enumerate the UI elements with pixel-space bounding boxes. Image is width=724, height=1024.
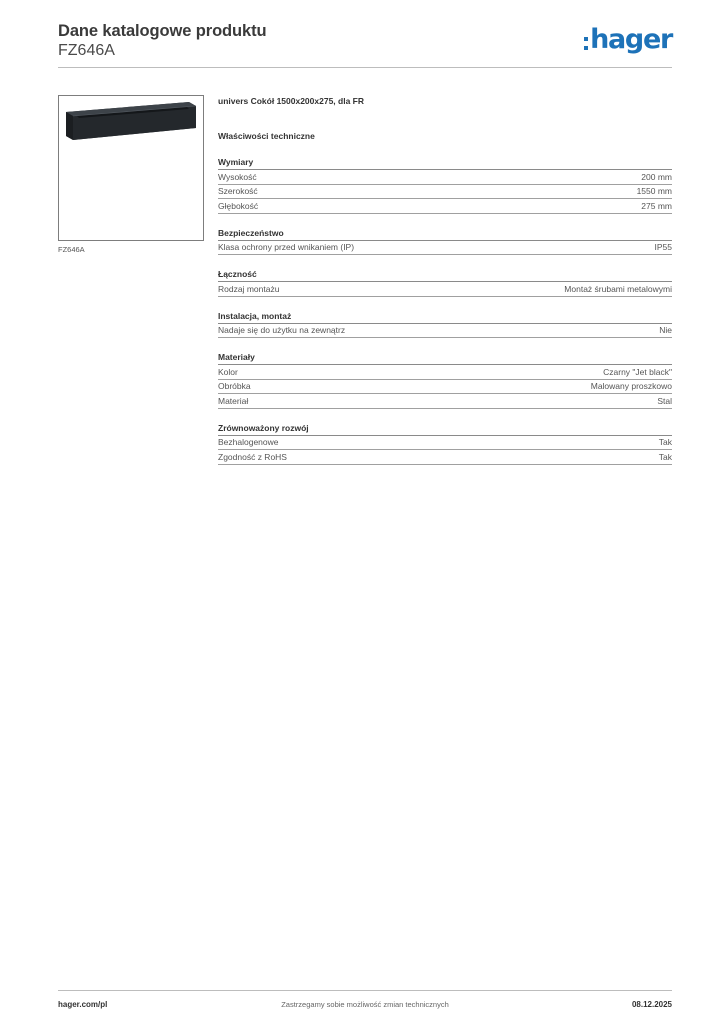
property-label: Obróbka bbox=[218, 381, 251, 392]
property-group bbox=[218, 351, 672, 409]
property-group bbox=[218, 422, 672, 465]
page-footer bbox=[58, 990, 672, 1018]
property-row bbox=[218, 185, 672, 200]
property-label: Kolor bbox=[218, 366, 238, 377]
property-groups bbox=[218, 156, 672, 465]
tech-properties-heading: Właściwości techniczne bbox=[218, 131, 315, 141]
property-row bbox=[218, 324, 672, 339]
property-value: Stal bbox=[657, 395, 672, 406]
image-caption: FZ646A bbox=[58, 245, 85, 254]
property-label: Szerokość bbox=[218, 186, 258, 197]
property-label: Klasa ochrony przed wnikaniem (IP) bbox=[218, 242, 355, 253]
property-label: Nadaje się do użytku na zewnątrz bbox=[218, 325, 346, 336]
group-title: Zrównoważony rozwój bbox=[218, 422, 672, 436]
product-name: univers Cokół 1500x200x275, dla FR bbox=[218, 96, 364, 106]
property-value: Malowany proszkowo bbox=[590, 381, 672, 392]
property-value: Tak bbox=[658, 437, 672, 448]
product-plinth-image bbox=[59, 96, 203, 240]
property-group bbox=[218, 310, 672, 339]
property-label: Rodzaj montażu bbox=[218, 283, 280, 294]
property-value: Czarny "Jet black" bbox=[603, 366, 672, 377]
property-group bbox=[218, 268, 672, 297]
logo-text: hager bbox=[590, 24, 672, 55]
property-value: Montaż śrubami metalowymi bbox=[564, 283, 672, 294]
footer-website: hager.com/pl bbox=[58, 1000, 108, 1009]
product-code: FZ646A bbox=[58, 42, 115, 59]
document-title: Dane katalogowe produktu bbox=[58, 22, 267, 40]
group-title: Łączność bbox=[218, 268, 672, 282]
property-value: 275 mm bbox=[641, 200, 672, 211]
property-value: IP55 bbox=[654, 242, 672, 253]
group-title: Materiały bbox=[218, 351, 672, 365]
property-value: 1550 mm bbox=[636, 186, 672, 197]
property-row bbox=[218, 199, 672, 214]
property-label: Głębokość bbox=[218, 200, 259, 211]
property-label: Bezhalogenowe bbox=[218, 437, 279, 448]
group-title: Instalacja, montaż bbox=[218, 310, 672, 324]
page-header bbox=[58, 22, 672, 68]
property-group bbox=[218, 156, 672, 214]
footer-disclaimer: Zastrzegamy sobie możliwość zmian technicznych bbox=[281, 1000, 449, 1009]
logo-dots-icon bbox=[584, 37, 588, 50]
property-row bbox=[218, 170, 672, 185]
property-value: Tak bbox=[658, 451, 672, 462]
property-row bbox=[218, 365, 672, 380]
property-row bbox=[218, 380, 672, 395]
property-label: Zgodność z RoHS bbox=[218, 451, 287, 462]
property-row bbox=[218, 436, 672, 451]
property-label: Materiał bbox=[218, 395, 249, 406]
group-title: Bezpieczeństwo bbox=[218, 227, 672, 241]
property-row bbox=[218, 282, 672, 297]
property-row bbox=[218, 241, 672, 256]
product-image bbox=[58, 95, 204, 241]
property-group bbox=[218, 227, 672, 256]
property-value: 200 mm bbox=[641, 171, 672, 182]
product-details bbox=[218, 95, 672, 465]
hager-logo bbox=[584, 26, 672, 54]
footer-date: 08.12.2025 bbox=[631, 1000, 672, 1009]
group-title: Wymiary bbox=[218, 156, 672, 170]
property-value: Nie bbox=[659, 325, 672, 336]
property-label: Wysokość bbox=[218, 171, 257, 182]
property-row bbox=[218, 450, 672, 465]
property-row bbox=[218, 394, 672, 409]
